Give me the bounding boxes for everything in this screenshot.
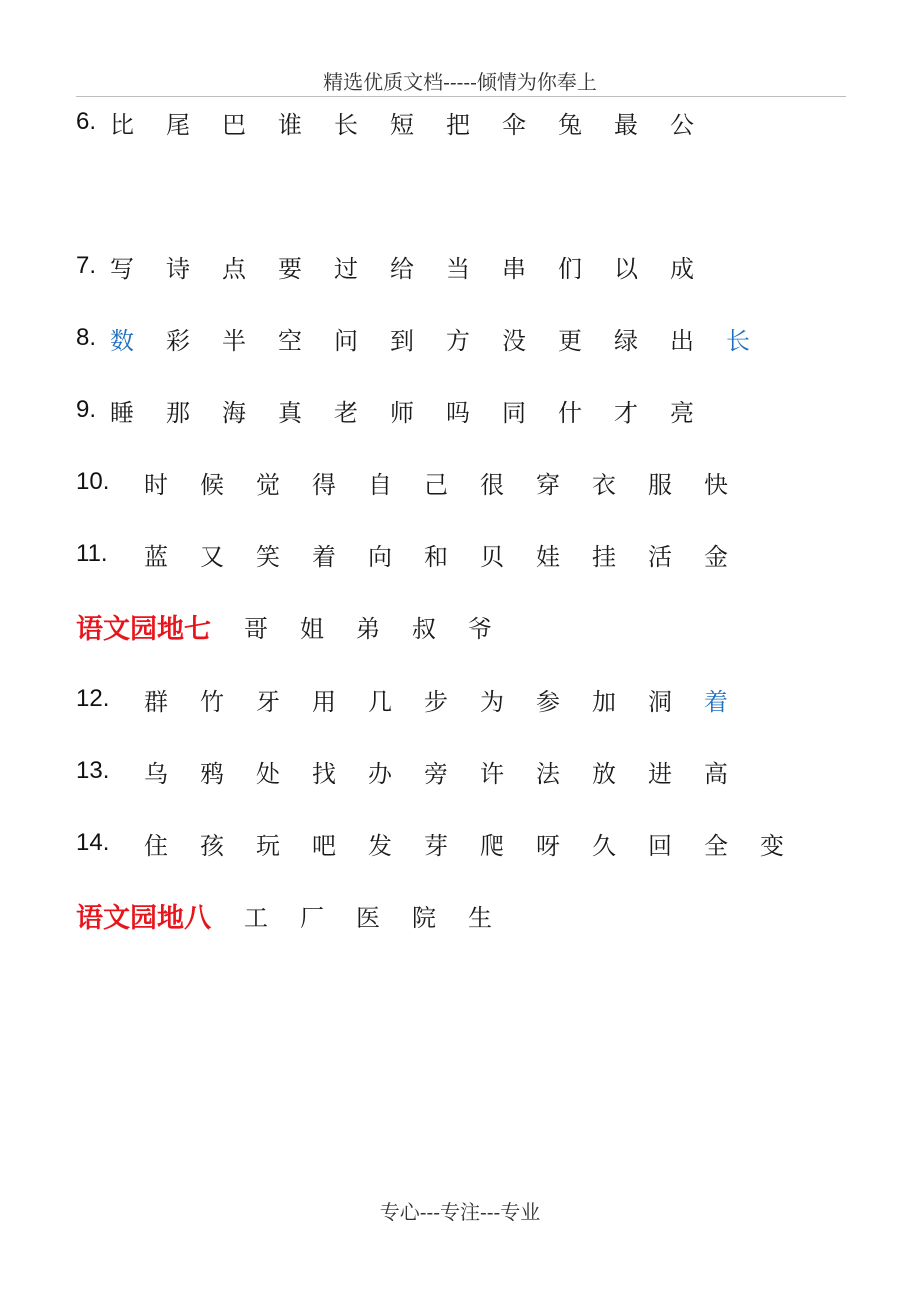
character: 尾: [166, 110, 190, 139]
character-list: [144, 682, 760, 717]
character: 乌: [144, 759, 168, 788]
character: 空: [278, 326, 302, 355]
character: 医: [356, 903, 380, 932]
character: 爷: [468, 614, 492, 643]
character: 公: [670, 110, 694, 139]
row-number: 12.: [76, 685, 110, 712]
character: 金: [704, 542, 728, 571]
character: 当: [446, 254, 470, 283]
character: 放: [592, 759, 616, 788]
character: 吗: [446, 398, 470, 427]
character: 自: [368, 470, 392, 499]
character: 时: [144, 470, 168, 499]
character: 睡: [110, 398, 134, 427]
page-footer: 专心---专注---专业: [379, 1200, 541, 1224]
character: 找: [312, 759, 336, 788]
character-list: [144, 465, 760, 500]
character: 发: [368, 831, 392, 860]
lesson-row-10: [76, 462, 760, 502]
garden-section-8: [76, 895, 524, 935]
character: 服: [648, 470, 672, 499]
character: 群: [144, 687, 168, 716]
character: 院: [412, 903, 436, 932]
character: 半: [222, 326, 246, 355]
character: 参: [536, 687, 560, 716]
character: 伞: [502, 110, 526, 139]
character: 呀: [536, 831, 560, 860]
character: 诗: [166, 254, 190, 283]
character: 进: [648, 759, 672, 788]
character: 和: [424, 542, 448, 571]
section-heading: 语文园地八: [76, 902, 211, 933]
lesson-row-12: [76, 679, 760, 719]
character: 穿: [536, 470, 560, 499]
character: 快: [704, 470, 728, 499]
character-list: [110, 105, 726, 140]
character: 步: [424, 687, 448, 716]
character: 全: [704, 831, 728, 860]
character: 许: [480, 759, 504, 788]
character: 处: [256, 759, 280, 788]
character-list: [244, 898, 524, 933]
row-number: 14.: [76, 829, 110, 856]
character: 己: [424, 470, 448, 499]
character: 蓝: [144, 542, 168, 571]
character: 真: [278, 398, 302, 427]
character: 笑: [256, 542, 280, 571]
character: 着: [312, 542, 336, 571]
character: 得: [312, 470, 336, 499]
character: 给: [390, 254, 414, 283]
character: 才: [614, 398, 638, 427]
character: 候: [200, 470, 224, 499]
character: 谁: [278, 110, 302, 139]
character: 向: [368, 542, 392, 571]
character: 衣: [592, 470, 616, 499]
character: 贝: [480, 542, 504, 571]
character: 海: [222, 398, 246, 427]
character: 爬: [480, 831, 504, 860]
character: 很: [480, 470, 504, 499]
highlighted-character: 长: [726, 326, 750, 355]
character: 竹: [200, 687, 224, 716]
character: 问: [334, 326, 358, 355]
character: 叔: [412, 614, 436, 643]
character: 回: [648, 831, 672, 860]
highlighted-character: 着: [704, 687, 728, 716]
character: 串: [502, 254, 526, 283]
character: 什: [558, 398, 582, 427]
character: 成: [670, 254, 694, 283]
character: 以: [614, 254, 638, 283]
character: 觉: [256, 470, 280, 499]
row-number: 6.: [76, 108, 97, 135]
character: 要: [278, 254, 302, 283]
character: 洞: [648, 687, 672, 716]
lesson-row-13: [76, 751, 760, 791]
character-list: [144, 754, 760, 789]
character: 厂: [300, 903, 324, 932]
character: 孩: [200, 831, 224, 860]
lesson-row-6: [76, 102, 726, 142]
header-divider: [76, 96, 846, 97]
character: 那: [166, 398, 190, 427]
character: 比: [110, 110, 134, 139]
character: 高: [704, 759, 728, 788]
character: 几: [368, 687, 392, 716]
character: 变: [760, 831, 784, 860]
character: 短: [390, 110, 414, 139]
row-number: 7.: [76, 252, 97, 279]
character: 最: [614, 110, 638, 139]
row-number: 13.: [76, 757, 110, 784]
character: 写: [110, 254, 134, 283]
character: 过: [334, 254, 358, 283]
character: 法: [536, 759, 560, 788]
row-number: 8.: [76, 324, 97, 351]
character: 更: [558, 326, 582, 355]
character: 玩: [256, 831, 280, 860]
character: 彩: [166, 326, 190, 355]
character: 牙: [256, 687, 280, 716]
character: 生: [468, 903, 492, 932]
character: 绿: [614, 326, 638, 355]
highlighted-character: 数: [110, 326, 134, 355]
character: 点: [222, 254, 246, 283]
character: 同: [502, 398, 526, 427]
row-number: 10.: [76, 468, 110, 495]
character: 住: [144, 831, 168, 860]
character-list: [144, 826, 816, 861]
lesson-row-8: [76, 318, 782, 358]
character: 老: [334, 398, 358, 427]
row-number: 9.: [76, 396, 97, 423]
character: 哥: [244, 614, 268, 643]
character: 到: [390, 326, 414, 355]
row-number: 11.: [76, 540, 108, 567]
character: 方: [446, 326, 470, 355]
lesson-row-11: [76, 534, 760, 574]
character: 为: [480, 687, 504, 716]
lesson-row-14: [76, 823, 816, 863]
character-list: [144, 537, 760, 572]
lesson-row-7: [76, 246, 726, 286]
lesson-row-9: [76, 390, 726, 430]
character: 用: [312, 687, 336, 716]
character-list: [110, 249, 726, 284]
character: 兔: [558, 110, 582, 139]
garden-section-7: [76, 606, 524, 646]
character: 出: [670, 326, 694, 355]
character-list: [110, 321, 782, 356]
character: 娃: [536, 542, 560, 571]
character: 弟: [356, 614, 380, 643]
character: 加: [592, 687, 616, 716]
character: 旁: [424, 759, 448, 788]
character-list: [110, 393, 726, 428]
character: 办: [368, 759, 392, 788]
character: 没: [502, 326, 526, 355]
character: 长: [334, 110, 358, 139]
character: 久: [592, 831, 616, 860]
character: 鸦: [200, 759, 224, 788]
character-list: [244, 609, 524, 644]
character: 们: [558, 254, 582, 283]
character: 亮: [670, 398, 694, 427]
character: 把: [446, 110, 470, 139]
character: 芽: [424, 831, 448, 860]
character: 挂: [592, 542, 616, 571]
character: 师: [390, 398, 414, 427]
character: 吧: [312, 831, 336, 860]
section-heading: 语文园地七: [76, 613, 211, 644]
character: 又: [200, 542, 224, 571]
page-header: 精选优质文档-----倾情为你奉上: [323, 70, 597, 94]
character: 姐: [300, 614, 324, 643]
character: 工: [244, 903, 268, 932]
character: 活: [648, 542, 672, 571]
character: 巴: [222, 110, 246, 139]
